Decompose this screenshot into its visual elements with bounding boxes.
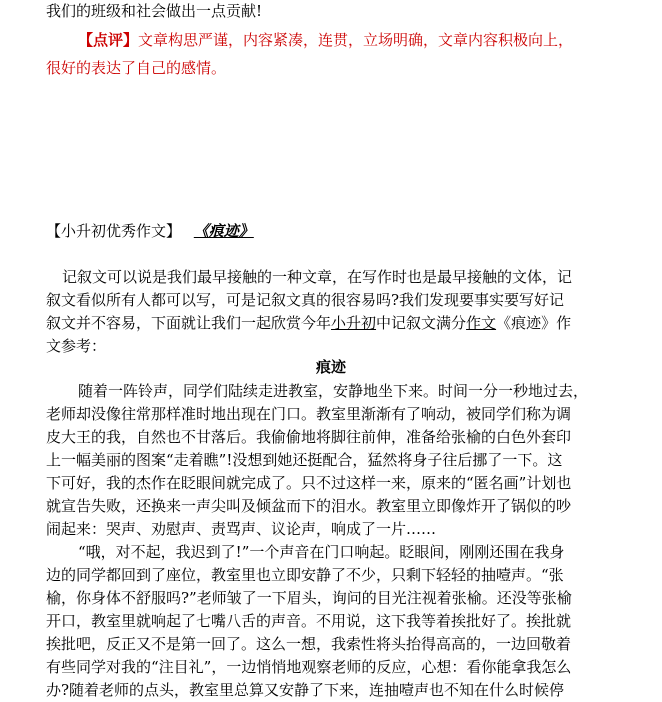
essay-p1-line: 闹起来：哭声、劝慰声、责骂声、议论声，响成了一片…… xyxy=(46,520,437,538)
link-xiaoshengchu[interactable]: 小升初 xyxy=(331,314,377,332)
essay-p1-line: 下可好，我的杰作在眨眼间就完成了。只不过这样一来，原来的“匿名画”计划也 xyxy=(46,474,572,492)
essay-p1-line: 就宣告失败，还换来一声尖叫及倾盆而下的泪水。教室里立即像炸开了锅似的吵 xyxy=(46,497,572,515)
essay-p2-line: 挨批吧，反正又不是第一回了。这么一想，我索性将头抬得高高的，一边回敬着 xyxy=(46,635,572,653)
essay-title-link[interactable]: 《痕迹》 xyxy=(193,222,254,240)
essay-title: 痕迹 xyxy=(315,358,346,376)
essay-p1-line: 老师却没像往常那样准时地出现在门口。教室里渐渐有了响动，被同学们称为调 xyxy=(46,405,572,423)
essay-p1-line: 随着一阵铃声，同学们陆续走进教室，安静地坐下来。时间一分一秒地过去， xyxy=(78,382,589,400)
lead-line-1: 记叙文可以说是我们最早接触的一种文章，在写作时也是最早接触的文体，记 xyxy=(62,268,573,286)
lead-line-3 xyxy=(46,312,571,335)
section-heading xyxy=(46,220,254,243)
link-zuowen[interactable]: 作文 xyxy=(466,314,497,332)
comment-text-1: 文章构思严谨，内容紧凑，连贯，立场明确，文章内容积极向上， xyxy=(138,31,574,49)
lead-line-3b: 中记叙文满分 xyxy=(376,314,467,332)
comment-label: 【点评】 xyxy=(78,31,139,49)
essay-p2-line: 开口，教室里就响起了七嘴八舌的声音。不用说，这下我等着挨批好了。挨批就 xyxy=(46,612,572,630)
essay-p1-line: 皮大王的我，自然也不甘落后。我偷偷地将脚往前伸，准备给张榆的白色外套印 xyxy=(46,428,572,446)
essay-p1-line: 上一幅美丽的图案“走着瞧”!没想到她还挺配合，猛然将身子往后挪了一下。这 xyxy=(46,451,563,469)
essay-p2-line: “哦，对不起，我迟到了!”一个声音在门口响起。眨眼间，刚刚还围在我身 xyxy=(78,543,565,561)
lead-line-3a: 叙文并不容易，下面就让我们一起欣赏今年 xyxy=(46,314,332,332)
essay-p2-line: 有些同学对我的“注目礼”，一边悄悄地观察老师的反应，心想：看你能拿我怎么 xyxy=(46,658,572,676)
essay-p2-line: 办?随着老师的点头，教室里总算又安静了下来，连抽噎声也不知在什么时候停 xyxy=(46,681,565,699)
comment-line-1 xyxy=(78,29,573,52)
lead-line-4: 文参考： xyxy=(46,337,107,355)
intro-line: 我们的班级和社会做出一点贡献! xyxy=(46,2,263,20)
lead-line-3c: 《痕迹》作 xyxy=(496,314,572,332)
essay-p2-line: 榆，你身体不舒服吗?”老师皱了一下眉头，询问的目光注视着张榆。还没等张榆 xyxy=(46,589,572,607)
essay-p2-line: 边的同学都回到了座位，教室里也立即安静了不少，只剩下轻轻的抽噎声。“张 xyxy=(46,566,564,584)
lead-line-2: 叙文看似所有人都可以写，可是记叙文真的很容易吗?我们发现要事实要写好记 xyxy=(46,291,565,309)
section-prefix: 【小升初优秀作文】 xyxy=(46,222,182,240)
comment-line-2: 很好的表达了自己的感情。 xyxy=(46,59,227,77)
